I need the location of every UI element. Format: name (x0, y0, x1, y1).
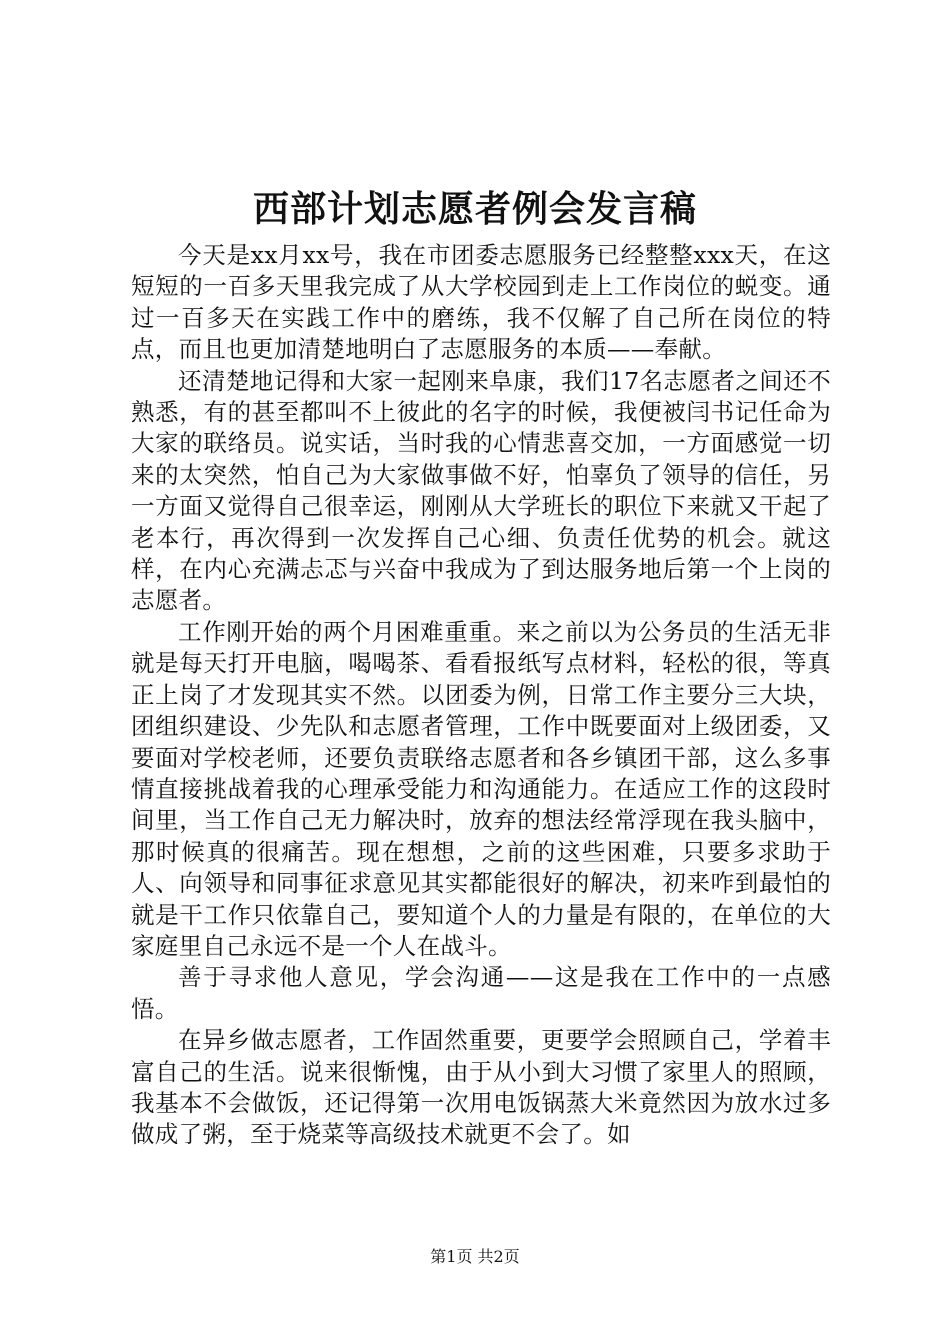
paragraph-3: 工作刚开始的两个月困难重重。来之前以为公务员的生活无非就是每天打开电脑，喝喝茶、看看报纸写点材料，轻松的很，等真正上岗了才发现其实不然。以团委为例，日常工作主要分三大块，团组织建设、少先队和志愿者管理，工作中既要面对上级团委，又要面对学校老师，还要负责联络志愿者和各乡镇团干部，这么多事情直接挑战着我的心理承受能力和沟通能力。在适应工作的这段时间里，当工作自己无力解决时，放弃的想法经常浮现在我头脑中，那时候真的很痛苦。现在想想，之前的这些困难，只要多求助于人、向领导和同事征求意见其实都能很好的解决，初来咋到最怕的就是干工作只依靠自己，要知道个人的力量是有限的，在单位的大家庭里自己永远不是一个人在战斗。 (131, 617, 831, 960)
document-title: 西部计划志愿者例会发言稿 (252, 188, 697, 230)
paragraph-5: 在异乡做志愿者，工作固然重要，更要学会照顾自己，学着丰富自己的生活。说来很惭愧，由于从小到大习惯了家里人的照顾，我基本不会做饭，还记得第一次用电饭锅蒸大米竟然因为放水过多做成了粥，至于烧菜等高级技术就更不会了。如 (131, 1026, 831, 1149)
paragraph-2: 还清楚地记得和大家一起刚来阜康，我们17名志愿者之间还不熟悉，有的甚至都叫不上彼此的名字的时候，我便被闫书记任命为大家的联络员。说实话，当时我的心情悲喜交加，一方面感觉一切来的太突然，怕自己为大家做事做不好，怕辜负了领导的信任，另一方面又觉得自己很幸运，刚刚从大学班长的职位下来就又干起了老本行，再次得到一次发挥自己心细、负责任优势的机会。就这样，在内心充满忐忑与兴奋中我成为了到达服务地后第一个上岗的志愿者。 (131, 366, 831, 615)
paragraph-4: 善于寻求他人意见，学会沟通——这是我在工作中的一点感悟。 (131, 963, 831, 1023)
paragraph-1: 今天是xx月xx号，我在市团委志愿服务已经整整xxx天，在这短短的一百多天里我完成了从大学校园到走上工作岗位的蜕变。通过一百多天在实践工作中的磨练，我不仅解了自己所在岗位的特点，而且也更加清楚地明白了志愿服务的本质——奉献。 (131, 241, 831, 364)
page-number-footer: 第1页 共2页 (430, 1247, 520, 1266)
document-body (131, 240, 831, 1151)
